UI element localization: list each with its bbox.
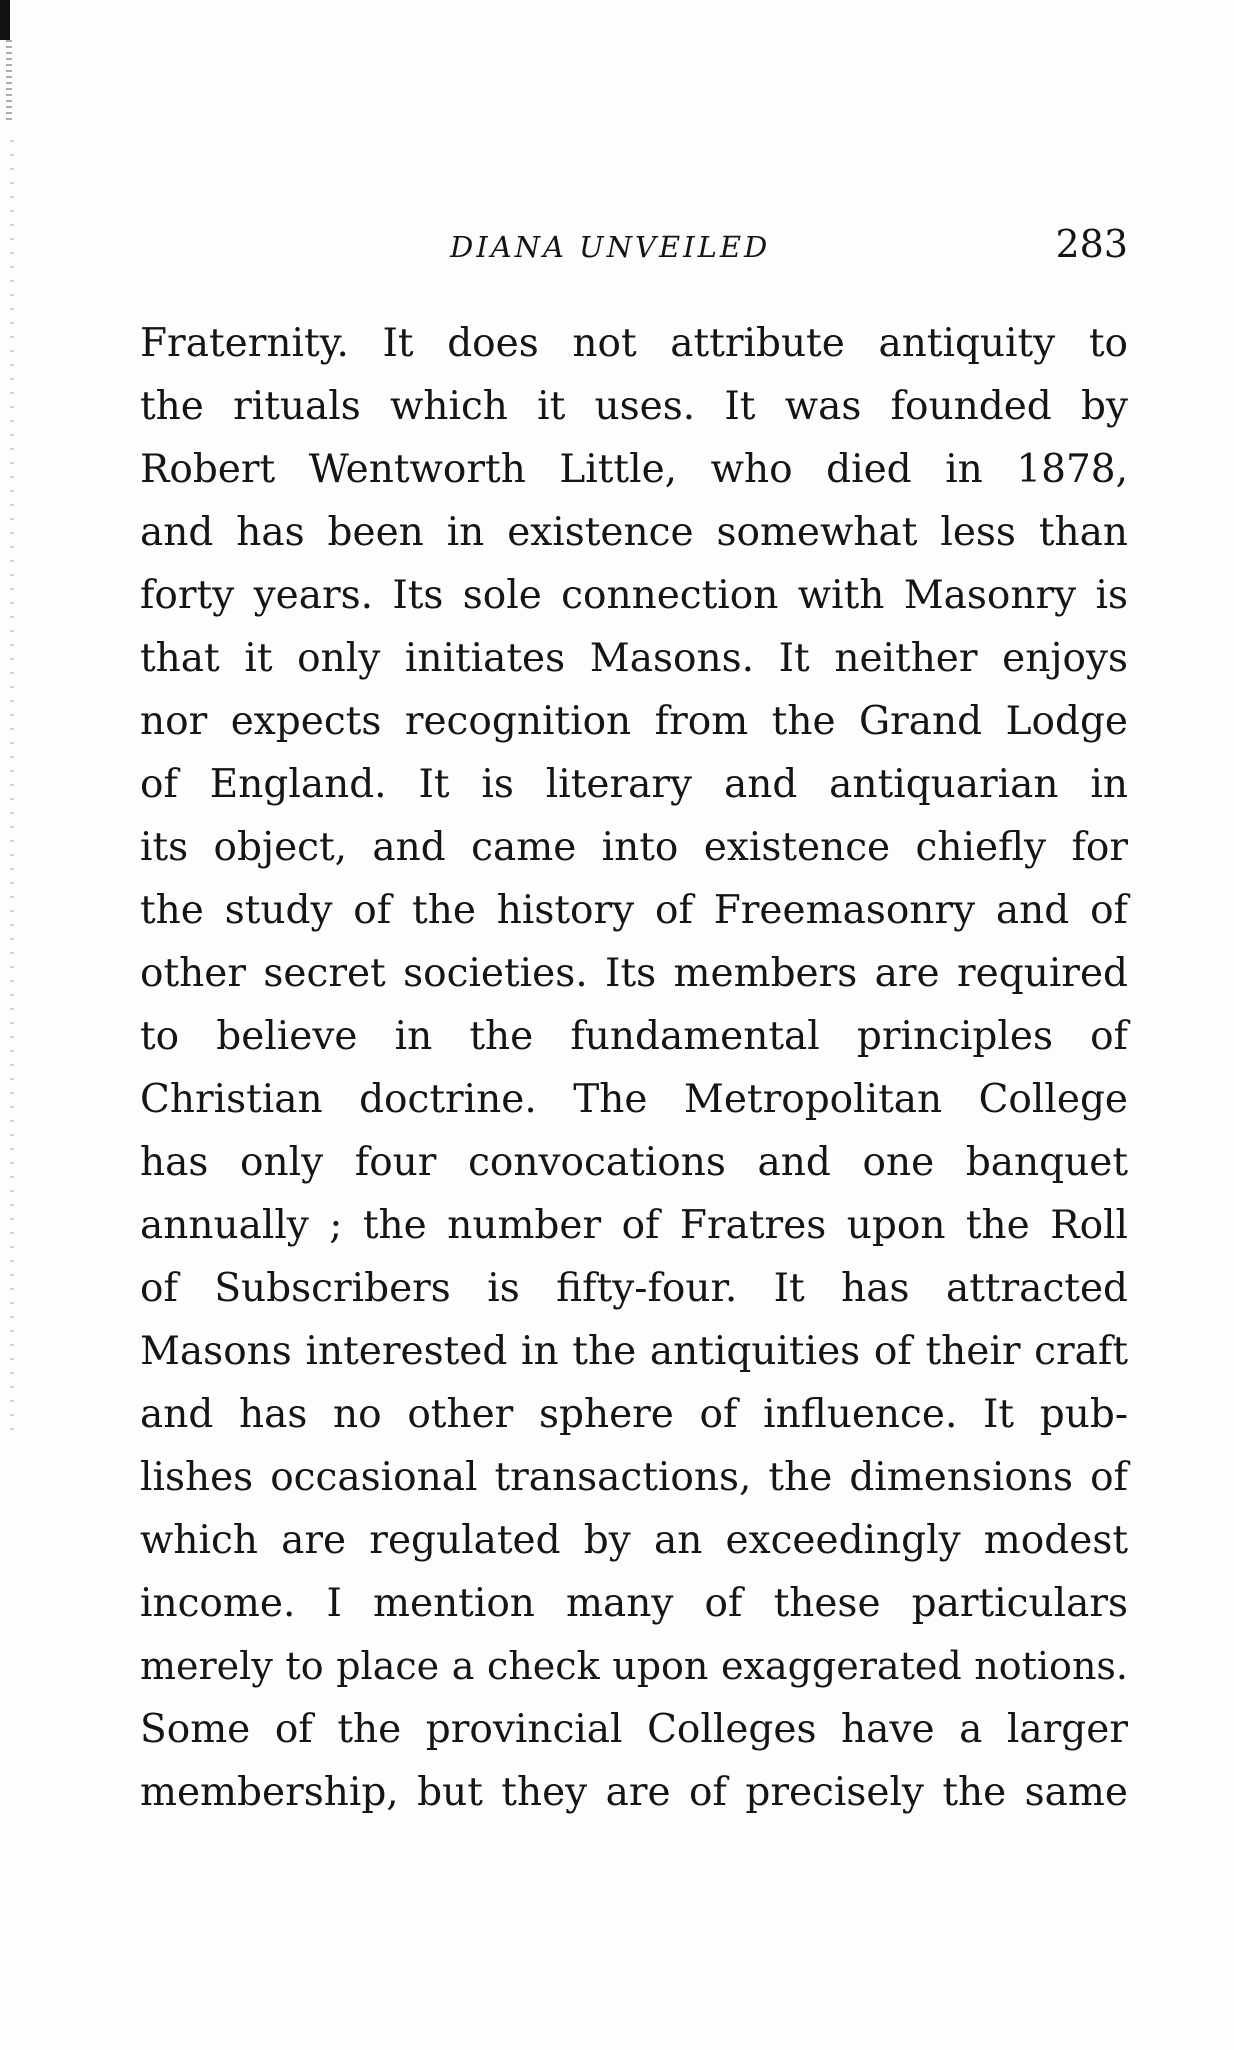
text-line: that it only initiates Masons. It neither enjoys [140, 636, 1128, 681]
text-line: Robert Wentworth Little, who died in 1878, [140, 447, 1128, 492]
text-line: of England. It is literary and antiquarian in [140, 762, 1128, 807]
text-line: has only four convocations and one banquet [140, 1140, 1128, 1185]
text-line: annually ; the number of Fratres upon the Roll [140, 1203, 1128, 1248]
text-line: of Subscribers is fifty-four. It has attracted [140, 1266, 1128, 1311]
body-text [140, 312, 1128, 1824]
binding-edge-texture [6, 40, 12, 120]
text-line: Fraternity. It does not attribute antiquity to [140, 321, 1128, 366]
text-line: nor expects recognition from the Grand Lodge [140, 699, 1128, 744]
text-line: membership, but they are of precisely the same [140, 1770, 1128, 1815]
text-line: the rituals which it uses. It was founded by [140, 384, 1128, 429]
text-line: which are regulated by an exceedingly modest [140, 1518, 1128, 1563]
text-line: Some of the provincial Colleges have a larger [140, 1707, 1128, 1752]
text-line: forty years. Its sole connection with Masonry is [140, 573, 1128, 618]
text-line: Masons interested in the antiquities of their craft [140, 1329, 1128, 1374]
text-line: lishes occasional transactions, the dimensions of [140, 1455, 1128, 1500]
binding-edge-dots [10, 140, 14, 1440]
page-number: 283 [1055, 222, 1128, 266]
text-line: and has been in existence somewhat less than [140, 510, 1128, 555]
text-line: to believe in the fundamental principles of [140, 1014, 1128, 1059]
running-title: DIANA UNVEILED [450, 230, 771, 264]
text-line: other secret societies. Its members are required [140, 951, 1128, 996]
text-line: income. I mention many of these particulars [140, 1581, 1128, 1626]
text-line: Christian doctrine. The Metropolitan College [140, 1077, 1128, 1122]
text-line: its object, and came into existence chiefly for [140, 825, 1128, 870]
text-line: merely to place a check upon exaggerated notions. [140, 1644, 1128, 1688]
text-line: the study of the history of Freemasonry and of [140, 888, 1128, 933]
binding-edge-mark [0, 0, 10, 40]
running-head [140, 222, 1128, 278]
text-line: and has no other sphere of influence. It pub- [140, 1392, 1128, 1437]
